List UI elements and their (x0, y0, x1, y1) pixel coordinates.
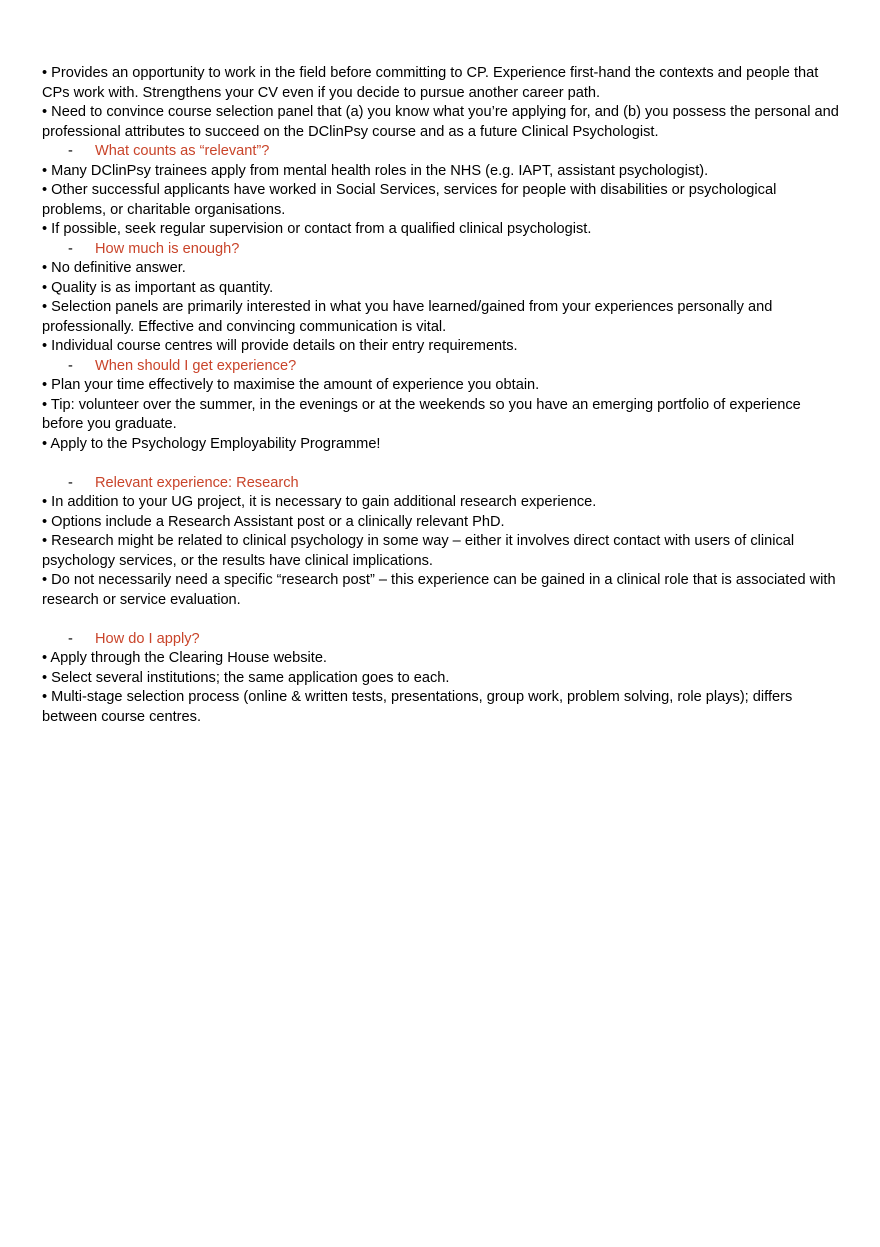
bullet-apply-2: • Select several institutions; the same application goes to each. (42, 669, 450, 686)
heading-text: How do I apply? (95, 630, 200, 647)
bullet-intro-2: • Need to convince course selection panel that (a) you know what you’re applying for, and (b) you possess the personal and professional attributes to succeed on the DClinPsy course and as a future Clinical Psychologist. (42, 104, 839, 140)
heading-text: When should I get experience? (95, 357, 297, 374)
bullet-enough-4: • Individual course centres will provide details on their entry requirements. (42, 338, 518, 354)
bullet-apply-1: • Apply through the Clearing House website. (42, 650, 327, 666)
heading-text: How much is enough? (95, 240, 240, 257)
bullet-research-2: • Options include a Research Assistant post or a clinically relevant PhD. (42, 513, 505, 530)
bullet-when-2: • Tip: volunteer over the summer, in the evenings or at the weekends so you have an emerging portfolio of experience before you graduate. (42, 396, 801, 432)
heading-text: What counts as “relevant”? (95, 143, 270, 159)
heading-what-counts-relevant (42, 142, 842, 162)
bullet-enough-1: • No definitive answer. (42, 260, 186, 276)
heading-how-apply (42, 630, 842, 650)
bullet-apply-3: • Multi-stage selection process (online & written tests, presentations, group work, problem solving, role plays); differs between course centres. (42, 689, 793, 725)
bullet-when-3: • Apply to the Psychology Employability Programme! (42, 435, 381, 452)
bullet-research-3: • Research might be related to clinical psychology in some way – either it involves direct contact with users of clinical psychology services, or the results have clinical implications. (42, 533, 795, 569)
bullet-enough-3: • Selection panels are primarily interested in what you have learned/gained from your experiences personally and professionally. Effective and convincing communication is vital. (42, 299, 773, 335)
heading-dash: - (68, 630, 73, 647)
bullet-relevant-3: • If possible, seek regular supervision or contact from a qualified clinical psychologist. (42, 221, 592, 237)
heading-research-experience (42, 474, 842, 494)
bullet-relevant-1: • Many DClinPsy trainees apply from mental health roles in the NHS (e.g. IAPT, assistant psychologist). (42, 162, 709, 179)
bullet-research-4: • Do not necessarily need a specific “research post” – this experience can be gained in a clinical role that is associated with research or service evaluation. (42, 572, 836, 608)
heading-dash: - (68, 143, 73, 159)
heading-how-much-enough (42, 240, 842, 260)
heading-when-get-experience (42, 357, 842, 377)
heading-dash: - (68, 474, 73, 491)
bullet-when-1: • Plan your time effectively to maximise the amount of experience you obtain. (42, 377, 540, 393)
bullet-intro-1: • Provides an opportunity to work in the field before committing to CP. Experience first-hand the contexts and people that CPs work with. Strengthens your CV even if you decide to pursue another career path. (42, 65, 819, 101)
bullet-research-1: • In addition to your UG project, it is necessary to gain additional research experience. (42, 494, 597, 510)
spacer (42, 454, 842, 474)
bullet-relevant-2: • Other successful applicants have worked in Social Services, services for people with disabilities or psychological problems, or charitable organisations. (42, 182, 777, 218)
heading-dash: - (68, 357, 73, 374)
spacer (42, 610, 842, 630)
heading-text: Relevant experience: Research (95, 474, 299, 491)
heading-dash: - (68, 240, 73, 257)
document-page (42, 64, 842, 727)
bullet-enough-2: • Quality is as important as quantity. (42, 279, 274, 296)
